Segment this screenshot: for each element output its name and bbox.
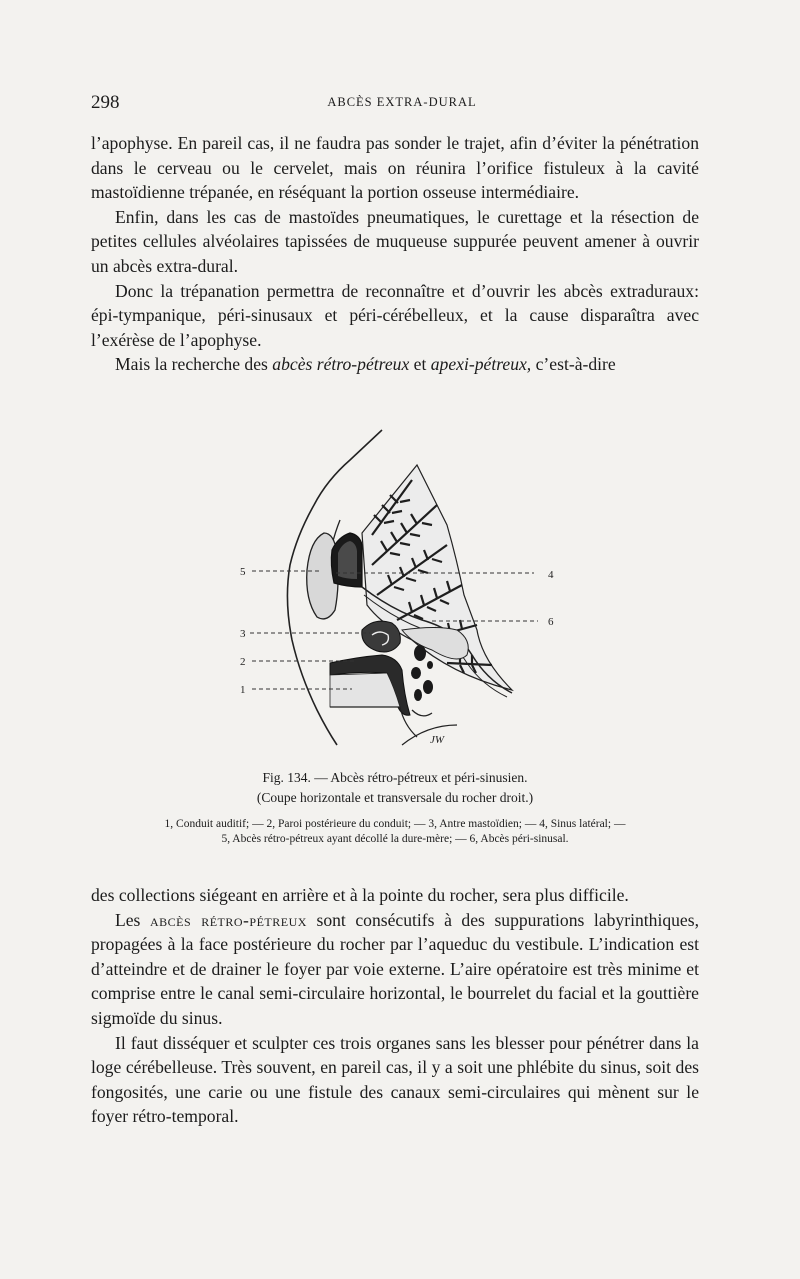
legend-line-2: 5, Abcès rétro-pétreux ayant décollé la dure-mère; — 6, Abcès péri-sinusal. [221,833,569,845]
paragraph-4-mid: et [409,354,431,375]
figure-caption-title: Fig. 134. — Abcès rétro-pétreux et péri-sinusien. [262,770,528,785]
label-2: 2 [240,656,246,668]
label-4: 4 [548,569,554,581]
paragraph-2: Enfin, dans les cas de mastoïdes pneumatiques, le curettage et la résection de petites cellules alvéolaires tapissées de muqueuse suppurée peuvent amener à ouvrir un abcès extra-dural. [91,206,699,276]
label-1: 1 [240,684,246,696]
artist-signature: JW [430,734,445,746]
paragraph-4-end: c’est-à-dire [531,354,616,375]
paragraph-6-smallcaps: abcès rétro-pétreux [149,909,307,930]
paragraph-4-em2: apexi-pétreux, [430,354,532,375]
labyrinth-blob [414,645,426,661]
labyrinth-curve [412,710,432,716]
running-head [91,92,713,114]
paragraph-7: Il faut disséquer et sculpter ces trois organes sans les blesser pour pénétrer dans la loge cérébelleuse. Très souvent, en pareil cas, il y a soit une phlébite du sinus, soit des fongosités, une carie ou une fistule des canaux semi-circulaires qui mènent sur le foyer rétro-temporal. [91,1032,699,1127]
labyrinth-blob [411,667,421,679]
anatomical-figure [232,425,562,755]
page-number: 298 [91,92,120,113]
paragraph-6 [91,908,699,1031]
label-6: 6 [548,616,554,628]
auditory-canal [330,673,400,707]
paragraph-6-start: Les [115,909,150,930]
paragraph-5: des collections siégeant en arrière et à la pointe du rocher, sera plus difficile. [91,885,629,905]
label-5: 5 [240,566,246,578]
figure-illustration [232,425,562,755]
figure-legend [91,817,699,847]
text-block-top [91,131,699,377]
running-title: ABCÈS EXTRA-DURAL [327,95,477,109]
paragraph-6-end: sont consécutifs à des suppurations labyrinthiques, propagées à la face postérieure du rocher par l’aqueduc du vestibule. L’indication est d’atteindre et de drainer le foyer par voie externe. L’aire opératoire est très minime et comprise entre le canal semi-circulaire horizontal, le bourrelet du facial et la gouttière sigmoïde du sinus. [91,909,699,1028]
mastoid-antrum [362,621,401,652]
paragraph-4 [91,352,699,377]
legend-line-1: 1, Conduit auditif; — 2, Paroi postérieure du conduit; — 3, Antre mastoïdien; — 4, Sinus latéral; — [164,818,626,830]
figure-caption-subtitle: (Coupe horizontale et transversale du rocher droit.) [256,790,534,805]
paragraph-4-em1: abcès rétro-pétreux [272,354,410,375]
labyrinth-blob [427,661,433,669]
labyrinth-blob [423,680,433,694]
text-block-bottom [91,883,699,1129]
paragraph-3: Donc la trépanation permettra de reconnaître et d’ouvrir les abcès extraduraux: épi-tympanique, péri-sinusaux et péri-cérébelleux, et la cause disparaîtra avec l’exérèse de l’apophyse. [91,280,699,350]
label-3: 3 [240,628,246,640]
paragraph-4-start: Mais la recherche des [115,354,273,375]
paragraph-1: l’apophyse. En pareil cas, il ne faudra pas sonder le trajet, afin d’éviter la pénétration dans le cerveau ou le cervelet, mais on réunira l’orifice fistuleux à la cavité mastoïdienne trépanée, en réséquant la portion osseuse intermédiaire. [91,133,699,203]
labyrinth-blob [414,689,422,701]
